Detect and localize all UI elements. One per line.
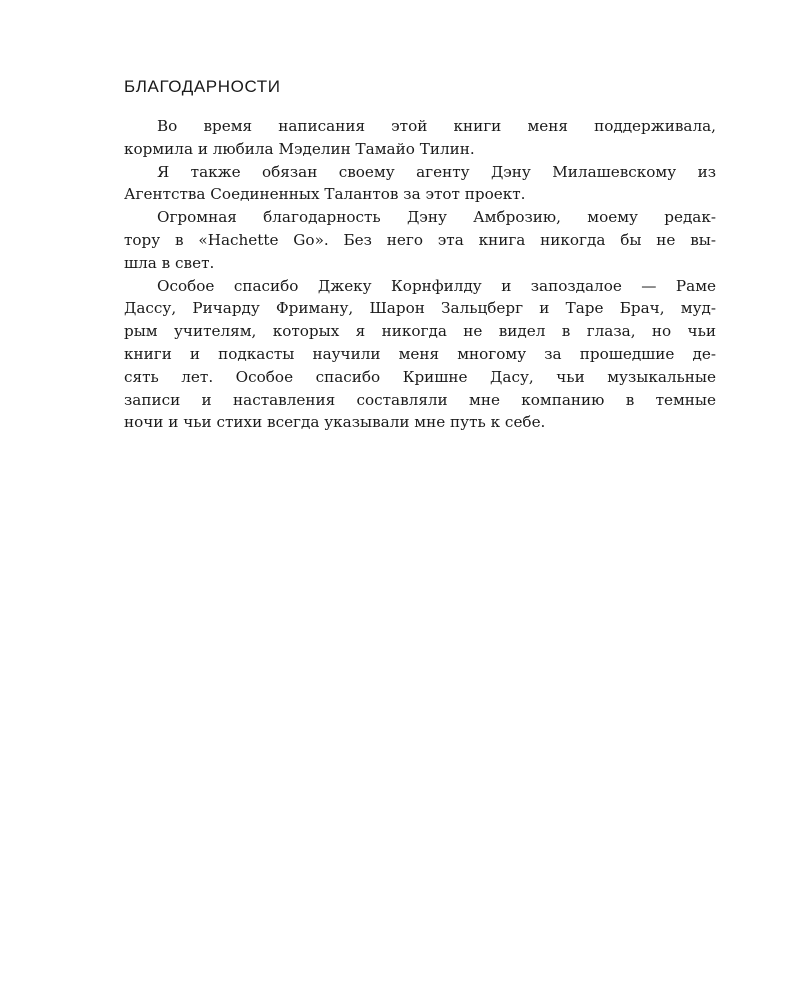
text-line: Я также обязан своему агенту Дэну Милашевскому из (157, 162, 716, 181)
section-heading: БЛАГОДАРНОСТИ (124, 77, 281, 96)
text-line: сять лет. Особое спасибо Кришне Дасу, чьи музыкальные (124, 367, 716, 386)
text-line: рым учителям, которых я никогда не видел в глаза, но чьи (124, 322, 716, 341)
paragraph-1 (124, 115, 716, 161)
text-line: Огромная благодарность Дэну Амброзию, моему редак- (157, 208, 716, 227)
text-line: Во время написания этой книги меня поддерживала, (157, 117, 716, 135)
text-line: тору в «Hachette Go». Без него эта книга никогда бы не вы- (124, 230, 716, 249)
text-line: книги и подкасты научили меня многому за прошедшие де- (124, 344, 716, 363)
text-line: Агентства Соединенных Талантов за этот проект. (124, 185, 526, 204)
paragraph-2 (124, 161, 716, 207)
text-line: шла в свет. (124, 253, 215, 272)
paragraph-4 (124, 275, 716, 435)
text-line: кормила и любила Мэделин Тамайо Тилин. (124, 139, 475, 158)
text-line: ночи и чьи стихи всегда указывали мне путь к себе. (124, 413, 546, 432)
text-line: Особое спасибо Джеку Корнфилду и запоздалое — Раме (157, 276, 716, 295)
text-line: записи и наставления составляли мне компанию в темные (124, 390, 716, 409)
acknowledgements-section (124, 76, 716, 434)
paragraph-3 (124, 206, 716, 274)
text-line: Дассу, Ричарду Фриману, Шарон Зальцберг и Таре Брач, муд- (124, 299, 716, 318)
